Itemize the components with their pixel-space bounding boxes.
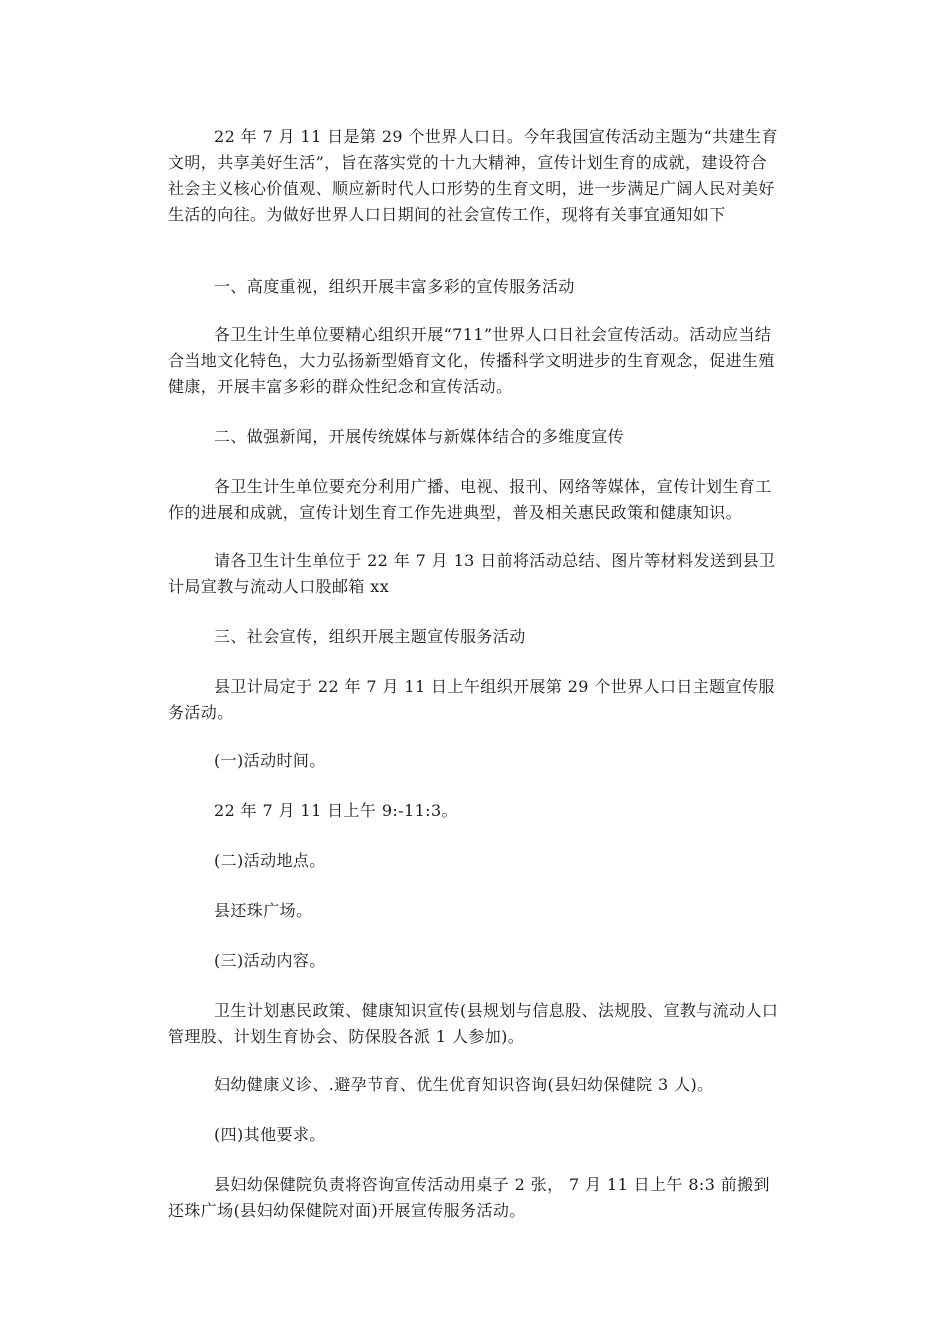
section-heading-1: 一、高度重视，组织开展丰富多彩的宣传服务活动 [214, 277, 575, 296]
subheading-location: (二)活动地点。 [214, 851, 326, 870]
paragraph: 各卫生计生单位要精心组织开展“711”世界人口日社会宣传活动。活动应当结合当地文化特色，大力弘扬新型婚育文化，传播科学文明进步的生育观念，促进生殖健康，开展丰富多彩的群众性纪念和宣传活动。 [168, 325, 775, 396]
paragraph: 请各卫生计生单位于 22 年 7 月 13 日前将活动总结、图片等材料发送到县卫计局宣教与流动人口股邮箱 xx [168, 551, 776, 596]
section-heading-2: 二、做强新闻，开展传统媒体与新媒体结合的多维度宣传 [214, 427, 625, 446]
paragraph: 卫生计划惠民政策、健康知识宣传(县规划与信息股、法规股、宣教与流动人口管理股、计划生育协会、防保股各派 1 人参加)。 [168, 1001, 779, 1046]
activity-time: 22 年 7 月 11 日上午 9:-11:3。 [214, 801, 458, 820]
paragraph: 县妇幼保健院负责将咨询宣传活动用桌子 2 张， 7 月 11 日上午 8:3 前搬到还珠广场(县妇幼保健院对面)开展宣传服务活动。 [168, 1175, 770, 1220]
activity-location: 县还珠广场。 [214, 901, 313, 920]
paragraph: 各卫生计生单位要充分利用广播、电视、报刊、网络等媒体，宣传计划生育工作的进展和成就，宣传计划生育工作先进典型，普及相关惠民政策和健康知识。 [168, 477, 772, 522]
intro-paragraph: 22 年 7 月 11 日是第 29 个世界人口日。今年我国宣传活动主题为“共建生育文明，共享美好生活”，旨在落实党的十九大精神，宣传计划生育的成就，建设符合社会主义核心价值观、顺应新时代人口形势的生育文明，进一步满足广阔人民对美好生活的向往。为做好世界人口日期间的社会宣传工作，现将有关事宜通知如下 [168, 127, 778, 224]
paragraph: 妇幼健康义诊、.避孕节育、优生优育知识咨询(县妇幼保健院 3 人)。 [214, 1075, 714, 1094]
subheading-content: (三)活动内容。 [214, 951, 326, 970]
subheading-other: (四)其他要求。 [214, 1125, 326, 1144]
paragraph: 县卫计局定于 22 年 7 月 11 日上午组织开展第 29 个世界人口日主题宣传服务活动。 [168, 677, 775, 722]
subheading-time: (一)活动时间。 [214, 751, 326, 770]
section-heading-3: 三、社会宣传，组织开展主题宣传服务活动 [214, 627, 526, 646]
